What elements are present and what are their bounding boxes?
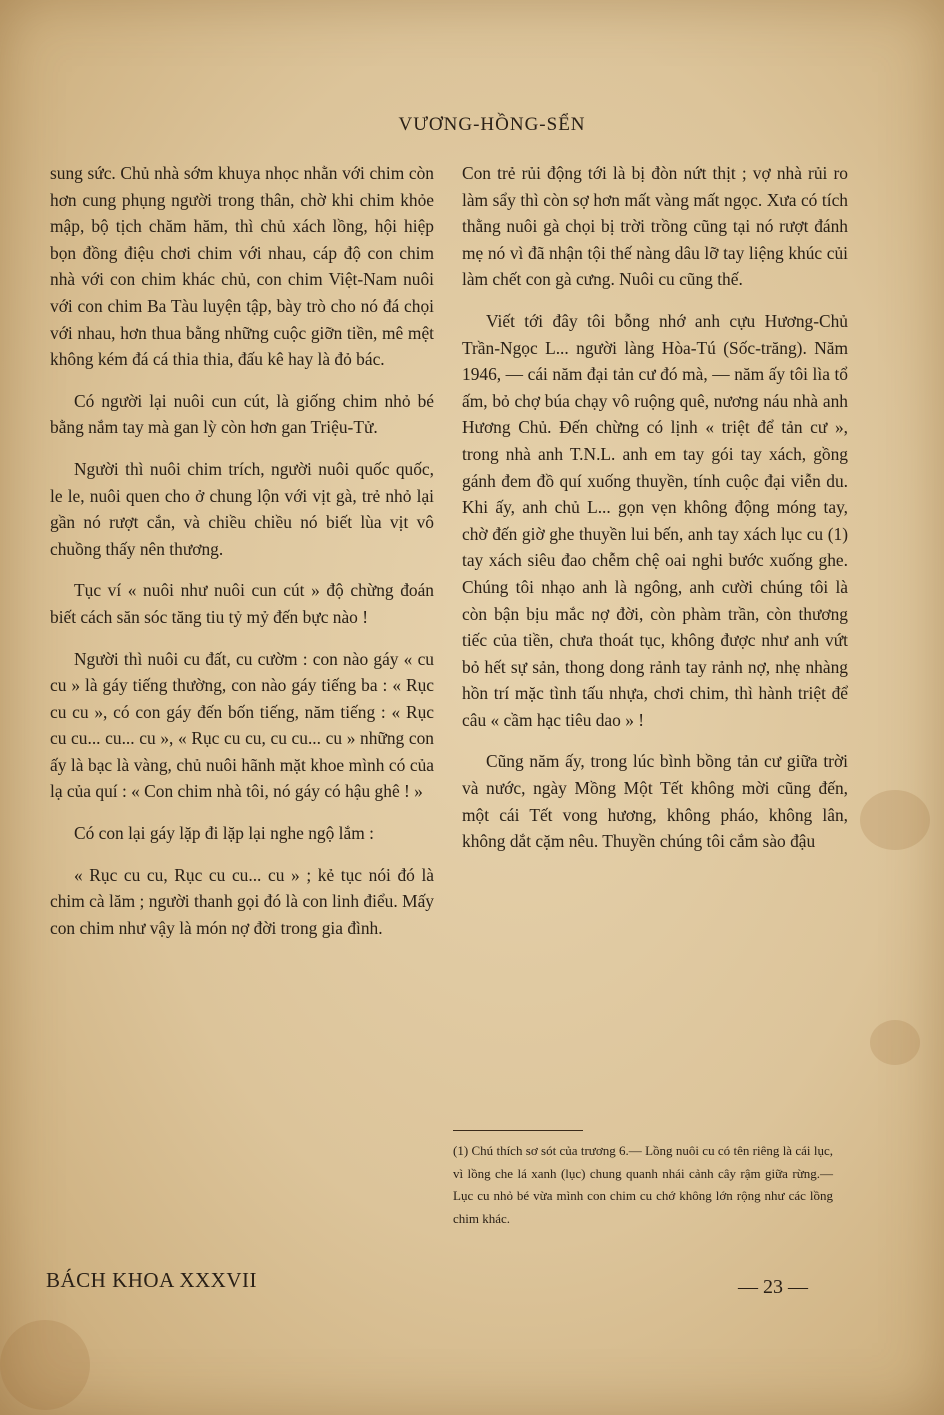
right-column (462, 160, 848, 870)
paragraph: Có người lại nuôi cun cút, là giống chim nhỏ bé bằng nắm tay mà gan lỳ còn hơn gan Triệu-Tử. (50, 390, 434, 438)
paper-stain (870, 1020, 920, 1065)
paragraph: Cũng năm ấy, trong lúc bình bồng tản cư giữa trời và nước, ngày Mồng Một Tết không mời cũng đến, một cái Tết vong hương, không pháo, không lân, không dắt cặm nêu. Thuyền chúng tôi cắm sào đậu (462, 751, 848, 852)
paper-stain (860, 790, 930, 850)
paragraph: « Rục cu cu, Rục cu cu... cu » ; kẻ tục nói đó là chim cà lăm ; người thanh gọi đó là con linh điểu. Mấy con chim như vậy là món nợ đời trong gia đình. (50, 864, 434, 938)
running-header: VƯƠNG-HỒNG-SỂN (398, 114, 586, 135)
paper-stain (0, 1320, 90, 1410)
footnote: (1) Chú thích sơ sót của trương 6.— Lồng nuôi cu có tên riêng là cái lục, vì lồng che lá xanh (lục) chung quanh nhái cảnh cây rậm giữa rừng.— Lục cu nhỏ bé vừa mình con chim cu chớ không lớn rộng như các lồng chim khác. (453, 1143, 833, 1226)
left-column (50, 160, 434, 956)
paragraph: Viết tới đây tôi bỗng nhớ anh cựu Hương-Chủ Trần-Ngọc L... người làng Hòa-Tú (Sốc-trăng). Năm 1946, — cái năm đại tản cư đó mà, — năm ấy tôi lìa tổ ấm, bỏ chợ búa chạy vô ruộng quê, nương náu nhà anh Hương Chủ. Đến chừng có lịnh « triệt để tản cư », trong nhà anh T.N.L. anh em tay gói tay xách, gồng gánh đem đồ quí xuống thuyền, tính cuộc đại viễn du. Khi ấy, anh chủ L... gọn vẹn không động móng tay, chờ đến giờ ghe thuyền lui bến, anh tay xách lục cu (1) tay xách siêu đao chễm chệ oai nghi bước xuống ghe. Chúng tôi nhạo anh là ngông, anh cười chúng tôi là còn bận bịu mắc nợ đời, còn phàm trần, còn thương tiếc của tiền, chưa thoát tục, không được như anh vứt bỏ hết sự sản, thong dong rảnh tay rảnh nợ, nhẹ nhàng hồn trí mặc tình tấu nhựa, chơi chim, thì hành triệt để câu « cầm hạc tiêu dao » ! (462, 310, 848, 730)
paragraph: Người thì nuôi cu đất, cu cườm : con nào gáy « cu cu » là gáy tiếng thường, con nào gáy tiếng ba : « Rục cu cu », có con gáy đến bốn tiếng, năm tiếng : « Rục cu cu... cu... cu », « Rục cu cu, cu cu... cu » những con ấy là bạc là vàng, chủ nuôi hãnh mặt khoe mình có của lạ của quí : « Con chim nhà tôi, nó gáy có hậu ghê ! » (50, 648, 434, 802)
paragraph: Con trẻ rủi động tới là bị đòn nứt thịt ; vợ nhà rủi ro làm sẩy thì còn sợ hơn mất vàng mất ngọc. Xưa có tích thằng nuôi gà chọi bị trời trồng cũng tại nó rượt đánh mẹ nó vì đã nhận tội thế nàng dâu lỡ tay liệng khúc củi làm chết con gà cưng. Nuôi cu cũng thế. (462, 163, 848, 290)
paragraph: sung sức. Chủ nhà sớm khuya nhọc nhằn với chim còn hơn cung phụng người trong thân, chờ khi chim khỏe mập, bộ tịch chăm hăm, thì chủ xách lồng, hội hiệp bọn đồng điệu chơi chim với nhau, cáp độ con chim nhà với con chim khác chủ, con chim Việt-Nam nuôi với con chim Ba Tàu luyện tập, bày trò cho nó đá chọi với nhau, hơn thua bằng những cuộc giỡn tiền, mê mệt không kém đá cá thia thia, đấu kê hay là đỏ bác. (50, 163, 434, 370)
footnote-divider (453, 1130, 583, 1131)
page-number: — 23 — (738, 1276, 808, 1298)
paragraph: Người thì nuôi chim trích, người nuôi quốc quốc, le le, nuôi quen cho ở chung lộn với vịt gà, trẻ nhỏ lại gần nó rượt cắn, và chiều chiều nó biết lùa vịt vô chuồng thấy nên thương. (50, 458, 434, 559)
magazine-name: BÁCH KHOA XXXVII (46, 1268, 257, 1292)
paragraph: Tục ví « nuôi như nuôi cun cút » độ chừng đoán biết cách săn sóc tăng tiu tỷ mỷ đến bực nào ! (50, 580, 434, 627)
paragraph: Có con lại gáy lặp đi lặp lại nghe ngộ lắm : (74, 823, 374, 844)
